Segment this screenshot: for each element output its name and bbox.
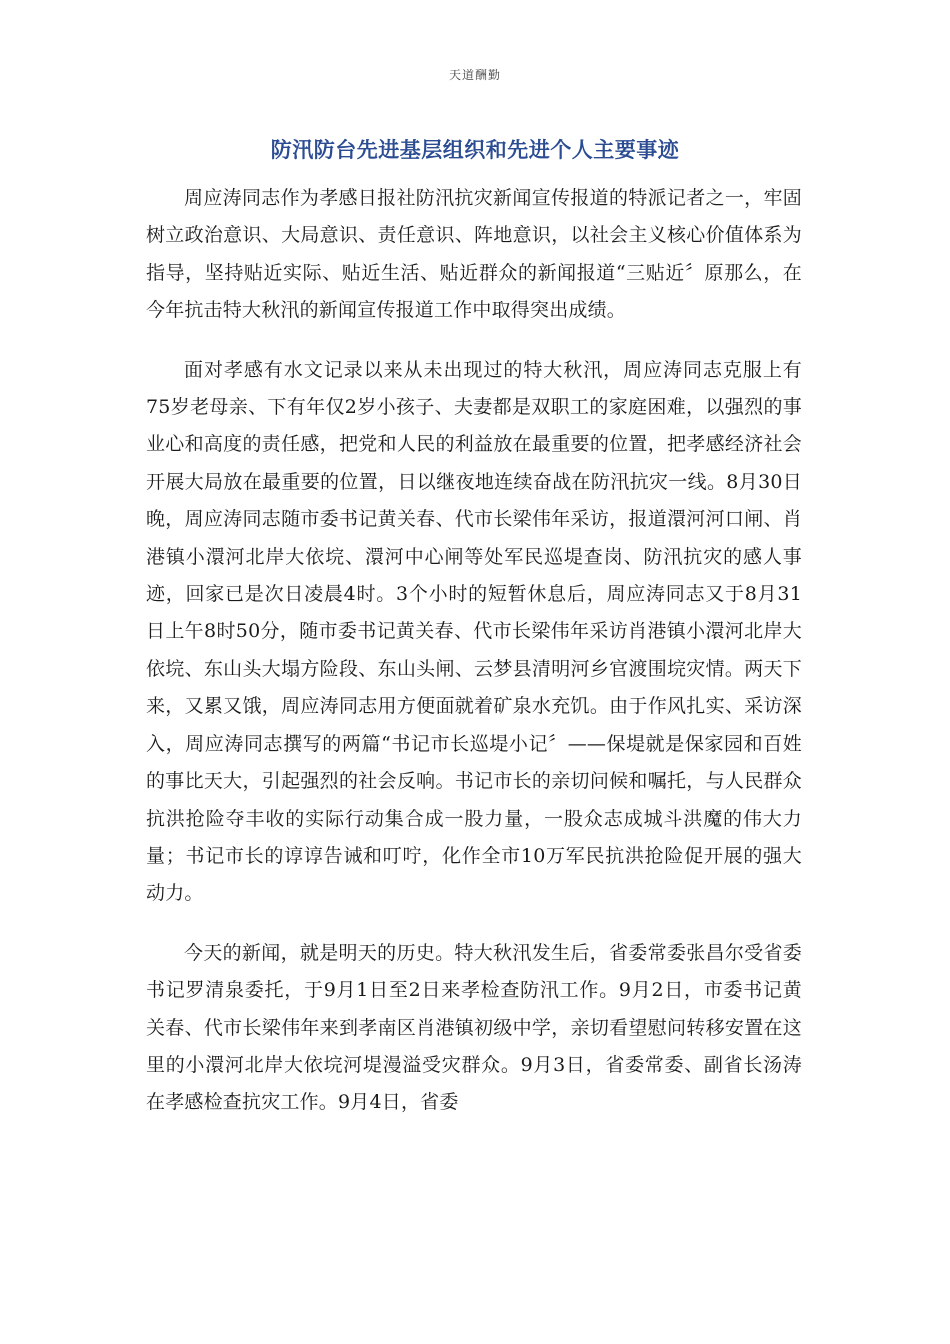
page-header: 天道酬勤: [448, 68, 501, 82]
paragraph-2: 面对孝感有水文记录以来从未出现过的特大秋汛，周应涛同志克服上有75岁老母亲、下有年仅2岁小孩子、夫妻都是双职工的家庭困难，以强烈的事业心和高度的责任感，把党和人民的利益放在最重要的位置，把孝感经济社会开展大局放在最重要的位置，日以继夜地连续奋战在防汛抗灾一线。8月30日晚，周应涛同志随市委书记黄关春、代市长梁伟年采访，报道澴河河口闸、肖港镇小澴河北岸大依垸、澴河中心闸等处军民巡堤查岗、防汛抗灾的感人事迹，回家已是次日凌晨4时。3个小时的短暂休息后，周应涛同志又于8月31日上午8时50分，随市委书记黄关春、代市长梁伟年采访肖港镇小澴河北岸大依垸、东山头大塌方险段、东山头闸、云梦县清明河乡官渡围垸灾情。两天下来，又累又饿，周应涛同志用方便面就着矿泉水充饥。由于作风扎实、采访深入，周应涛同志撰写的两篇“书记市长巡堤小记〞——保堤就是保家园和百姓的事比天大，引起强烈的社会反响。书记市长的亲切问候和嘱托，与人民群众抗洪抢险夺丰收的实际行动集合成一股力量，一股众志成城斗洪魔的伟大力量；书记市长的谆谆告诫和叮咛，化作全市10万军民抗洪抢险促开展的强大动力。: [146, 358, 802, 905]
document-title: 防汛防台先进基层组织和先进个人主要事迹: [270, 138, 680, 162]
paragraph-3: 今天的新闻，就是明天的历史。特大秋汛发生后，省委常委张昌尔受省委书记罗清泉委托，于9月1日至2日来孝检查防汛工作。9月2日，市委书记黄关春、代市长梁伟年来到孝南区肖港镇初级中学，亲切看望慰问转移安置在这里的小澴河北岸大依垸河堤漫溢受灾群众。9月3日，省委常委、副省长汤涛在孝感检查抗灾工作。9月4日，省委: [146, 941, 802, 1114]
paragraph-1: 周应涛同志作为孝感日报社防汛抗灾新闻宣传报道的特派记者之一，牢固树立政治意识、大局意识、责任意识、阵地意识，以社会主义核心价值体系为指导，坚持贴近实际、贴近生活、贴近群众的新闻报道“三贴近〞原那么，在今年抗击特大秋汛的新闻宣传报道工作中取得突出成绩。: [146, 187, 802, 322]
document-body: [146, 180, 802, 1122]
